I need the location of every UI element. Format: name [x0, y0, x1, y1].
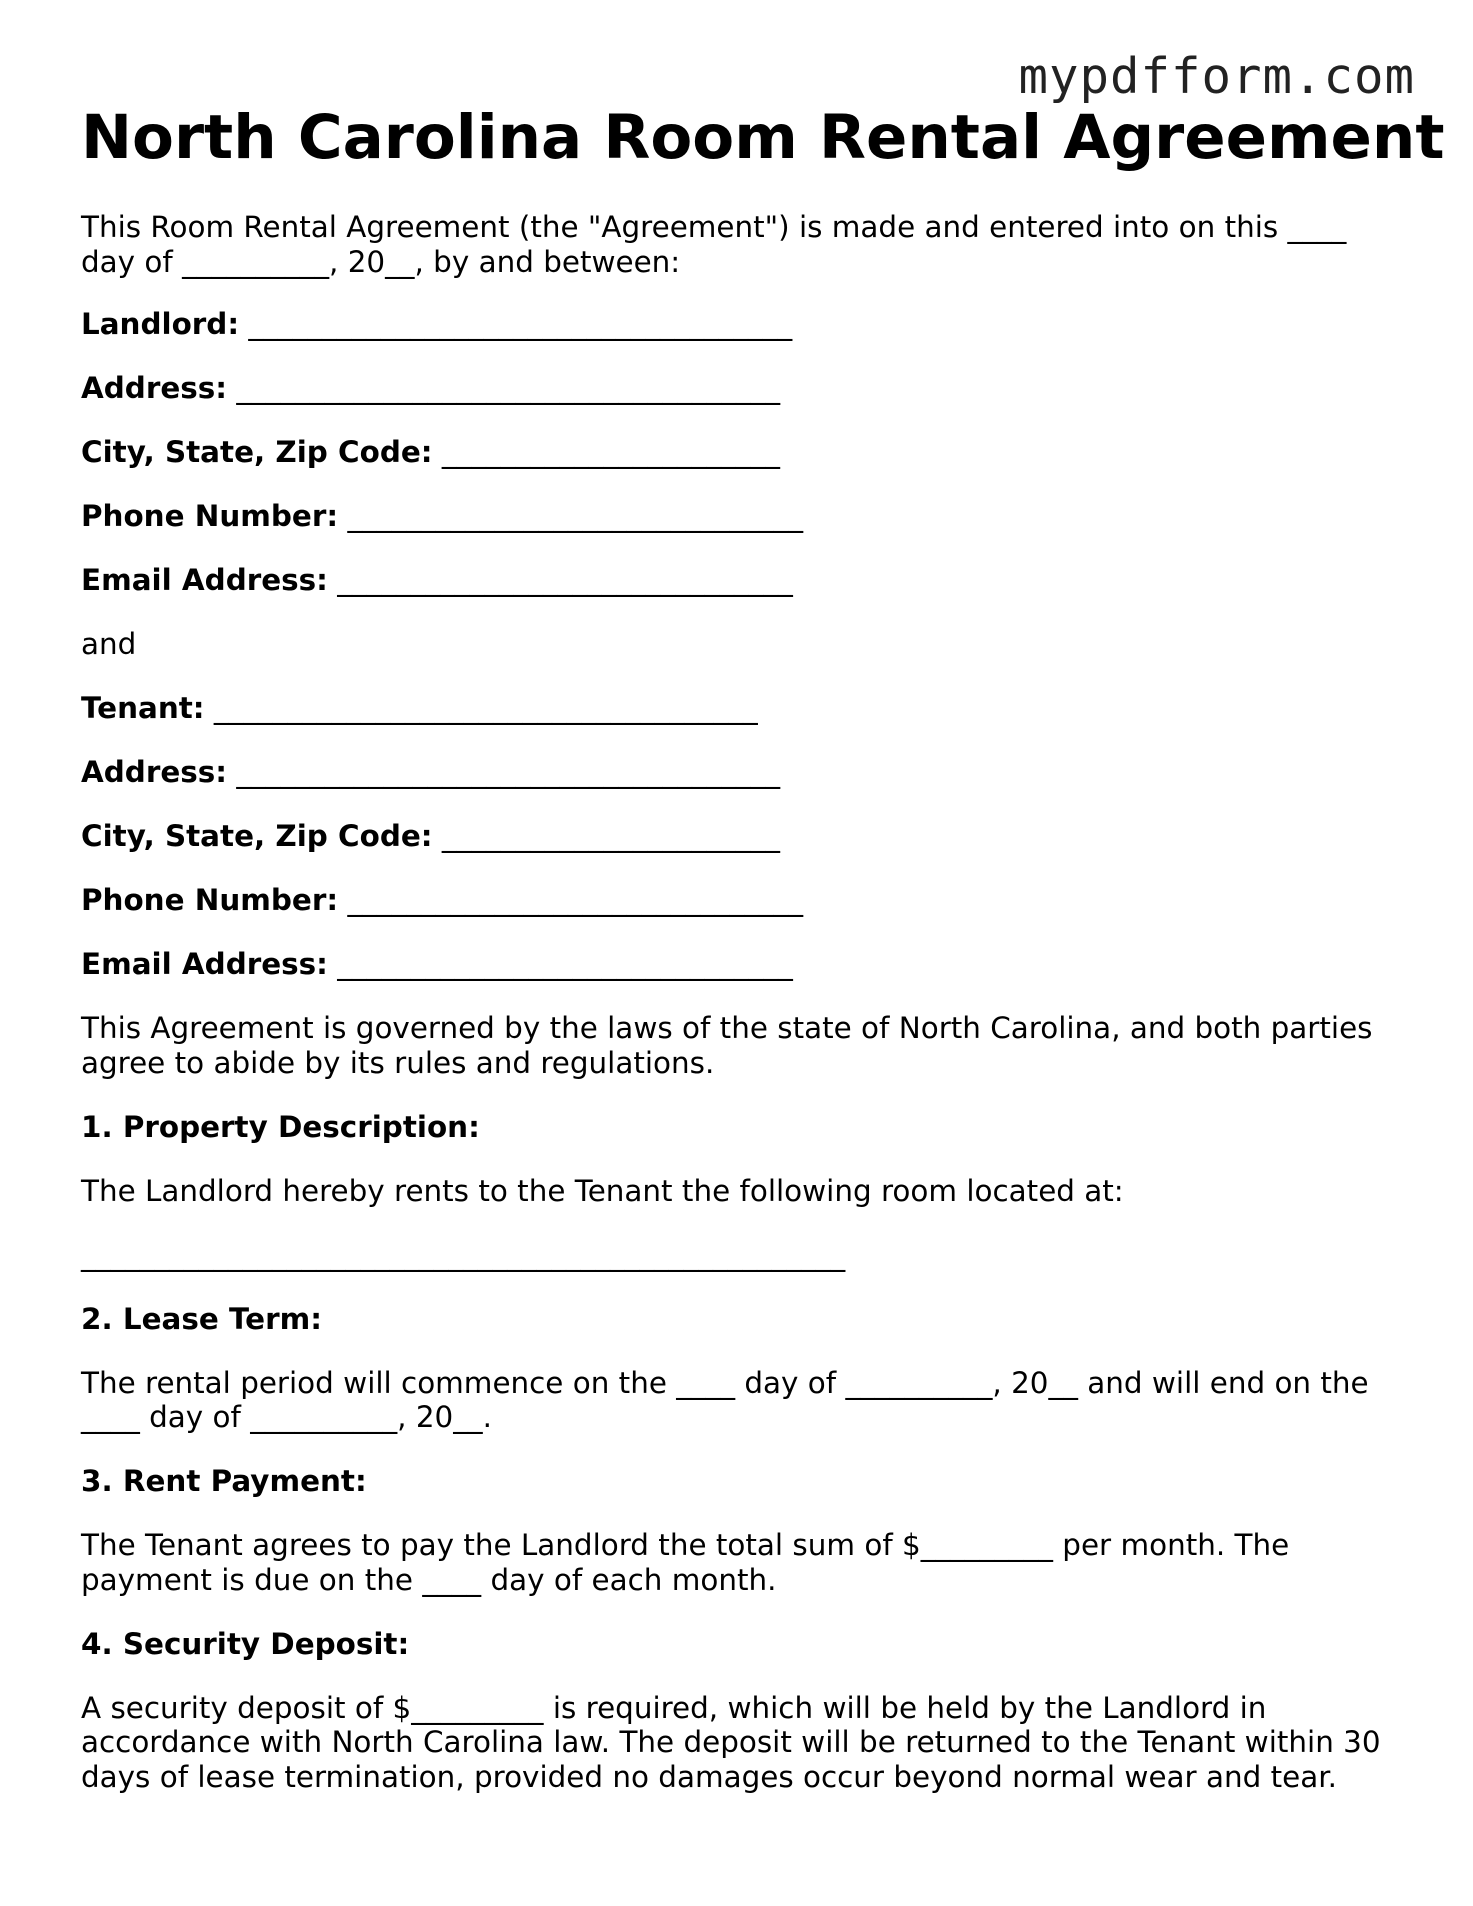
document-title: North Carolina Room Rental Agreement: [81, 102, 1445, 173]
and-text: and: [81, 627, 137, 661]
section-property-text: The Landlord hereby rents to the Tenant the following room located at:: [81, 1173, 1124, 1208]
landlord-name-field: [81, 307, 1401, 342]
landlord-phone-label: Phone Number:: [81, 499, 339, 533]
landlord-email-label: Email Address:: [81, 563, 328, 597]
landlord-address-label: Address:: [81, 371, 227, 405]
tenant-email-label: Email Address:: [81, 947, 328, 981]
landlord-address-blank[interactable]: _____________________________________: [236, 371, 781, 405]
landlord-phone-field: [81, 499, 1401, 534]
document-content: [81, 100, 1445, 1794]
landlord-phone-blank[interactable]: _______________________________: [347, 499, 804, 533]
landlord-email-blank[interactable]: _______________________________: [337, 563, 793, 597]
property-address-blank[interactable]: ____________________________________________________: [81, 1237, 846, 1272]
section-deposit-heading: 4. Security Deposit:: [81, 1626, 410, 1661]
tenant-city-label: City, State, Zip Code:: [81, 819, 433, 853]
landlord-address-field: [81, 371, 1401, 406]
governing-law-paragraph: This Agreement is governed by the laws of the state of North Carolina, and both parties agree to abide by its rules and regulations.: [81, 1011, 1373, 1080]
landlord-city-label: City, State, Zip Code:: [81, 435, 433, 469]
tenant-city-blank[interactable]: _______________________: [441, 819, 780, 853]
landlord-city-field: [81, 435, 1401, 470]
landlord-email-field: [81, 563, 1401, 598]
section-rent-text: The Tenant agrees to pay the Landlord the total sum of $_________ per month. The payment is due on the ____ day of each month.: [81, 1528, 1290, 1597]
landlord-name-label: Landlord:: [81, 307, 240, 341]
tenant-email-field: [81, 947, 1401, 982]
tenant-address-blank[interactable]: _____________________________________: [236, 755, 781, 789]
section-lease-term-heading: 2. Lease Term:: [81, 1301, 322, 1336]
tenant-name-field: [81, 691, 1401, 726]
section-deposit-text: A security deposit of $_________ is required, which will be held by the Landlord in accordance with North Carolina law. The deposit will be returned to the Tenant within 30 days of lease termination, provided no damages occur beyond normal wear and tear.: [81, 1690, 1381, 1794]
section-lease-term-text: The rental period will commence on the ____ day of __________, 20__ and will end on the ____ day of __________, 20__.: [81, 1365, 1369, 1434]
tenant-email-blank[interactable]: _______________________________: [337, 947, 793, 981]
landlord-city-blank[interactable]: _______________________: [441, 435, 780, 469]
tenant-city-field: [81, 819, 1401, 854]
tenant-phone-blank[interactable]: _______________________________: [347, 883, 804, 917]
tenant-phone-label: Phone Number:: [81, 883, 339, 917]
tenant-name-label: Tenant:: [81, 691, 205, 725]
tenant-phone-field: [81, 883, 1401, 918]
document-body: [81, 210, 1401, 1794]
tenant-name-blank[interactable]: _____________________________________: [213, 691, 758, 725]
watermark-text: mypdfform.com: [1018, 48, 1415, 105]
landlord-name-blank[interactable]: _____________________________________: [248, 307, 793, 341]
tenant-address-field: [81, 755, 1401, 790]
intro-paragraph: This Room Rental Agreement (the "Agreement") is made and entered into on this ____ day of __________, 20__, by and between:: [81, 210, 1347, 279]
tenant-address-label: Address:: [81, 755, 227, 789]
section-property-heading: 1. Property Description:: [81, 1109, 480, 1144]
section-rent-heading: 3. Rent Payment:: [81, 1464, 367, 1498]
